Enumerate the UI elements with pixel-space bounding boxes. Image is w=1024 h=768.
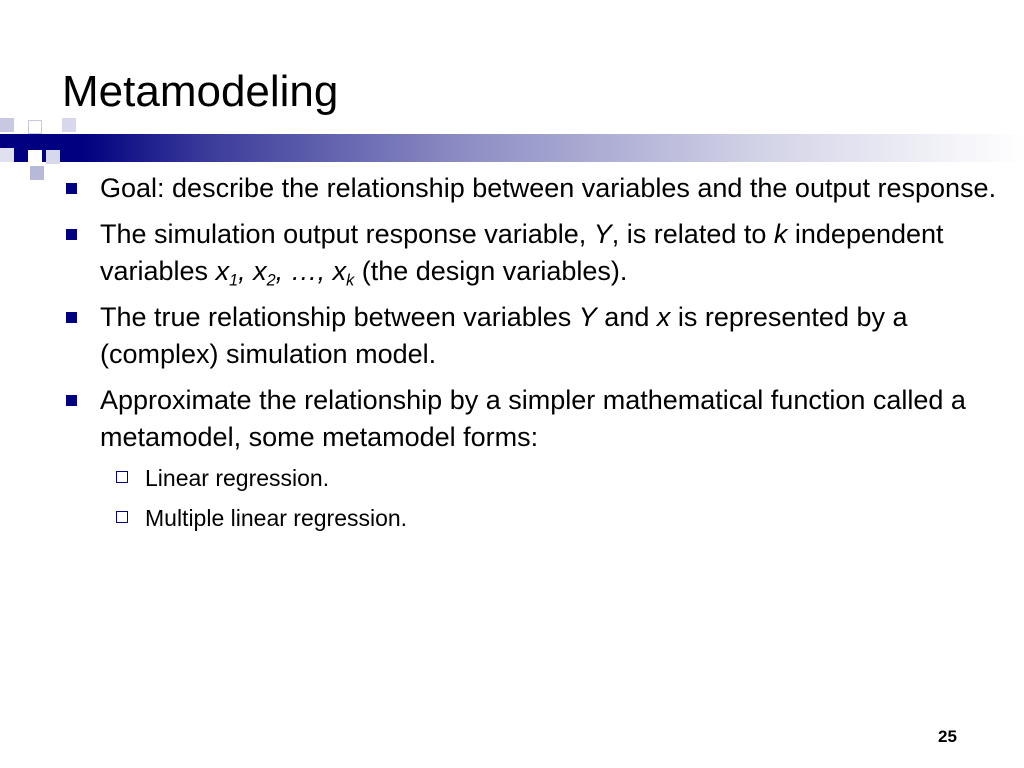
bullet-item bbox=[62, 170, 1002, 207]
sub-bullet-text: Multiple linear regression. bbox=[145, 505, 408, 531]
decor-square bbox=[30, 166, 44, 180]
title-gradient-bar bbox=[0, 134, 1024, 162]
decor-square bbox=[14, 134, 28, 148]
square-bullet-icon bbox=[66, 395, 77, 406]
decor-square bbox=[44, 134, 60, 148]
square-bullet-icon bbox=[66, 183, 77, 194]
slide-title: Metamodeling bbox=[62, 67, 339, 116]
decor-square bbox=[0, 148, 14, 162]
sub-bullet-text: Linear regression. bbox=[145, 465, 330, 491]
bullet-text: The simulation output response variable, Y, is related to k independent variables $x_1$, $x_2$, …, $x_k$ (the design variables). bbox=[100, 219, 944, 290]
sub-bullet-item bbox=[62, 462, 1002, 494]
slide-body bbox=[62, 170, 1002, 542]
bullet-item bbox=[62, 299, 1002, 373]
page-number: 25 bbox=[938, 727, 957, 746]
square-bullet-icon bbox=[66, 229, 77, 240]
bullet-item bbox=[62, 216, 1002, 290]
bullet-text: The true relationship between variables Y and x is represented by a (complex) simulation model. bbox=[100, 302, 908, 369]
square-bullet-icon bbox=[66, 312, 77, 323]
decor-square bbox=[28, 150, 42, 164]
hollow-square-bullet-icon bbox=[116, 471, 128, 483]
decor-square bbox=[28, 120, 42, 134]
bullet-item bbox=[62, 382, 1002, 456]
bullet-text: Goal: describe the relationship between variables and the output response. bbox=[100, 173, 997, 203]
hollow-square-bullet-icon bbox=[116, 511, 128, 523]
bullet-text: Approximate the relationship by a simpler mathematical function called a metamodel, some metamodel forms: bbox=[100, 385, 966, 452]
sub-bullet-item bbox=[62, 502, 1002, 534]
decor-square bbox=[0, 118, 14, 132]
decor-square bbox=[46, 150, 60, 164]
decor-square bbox=[62, 118, 76, 132]
